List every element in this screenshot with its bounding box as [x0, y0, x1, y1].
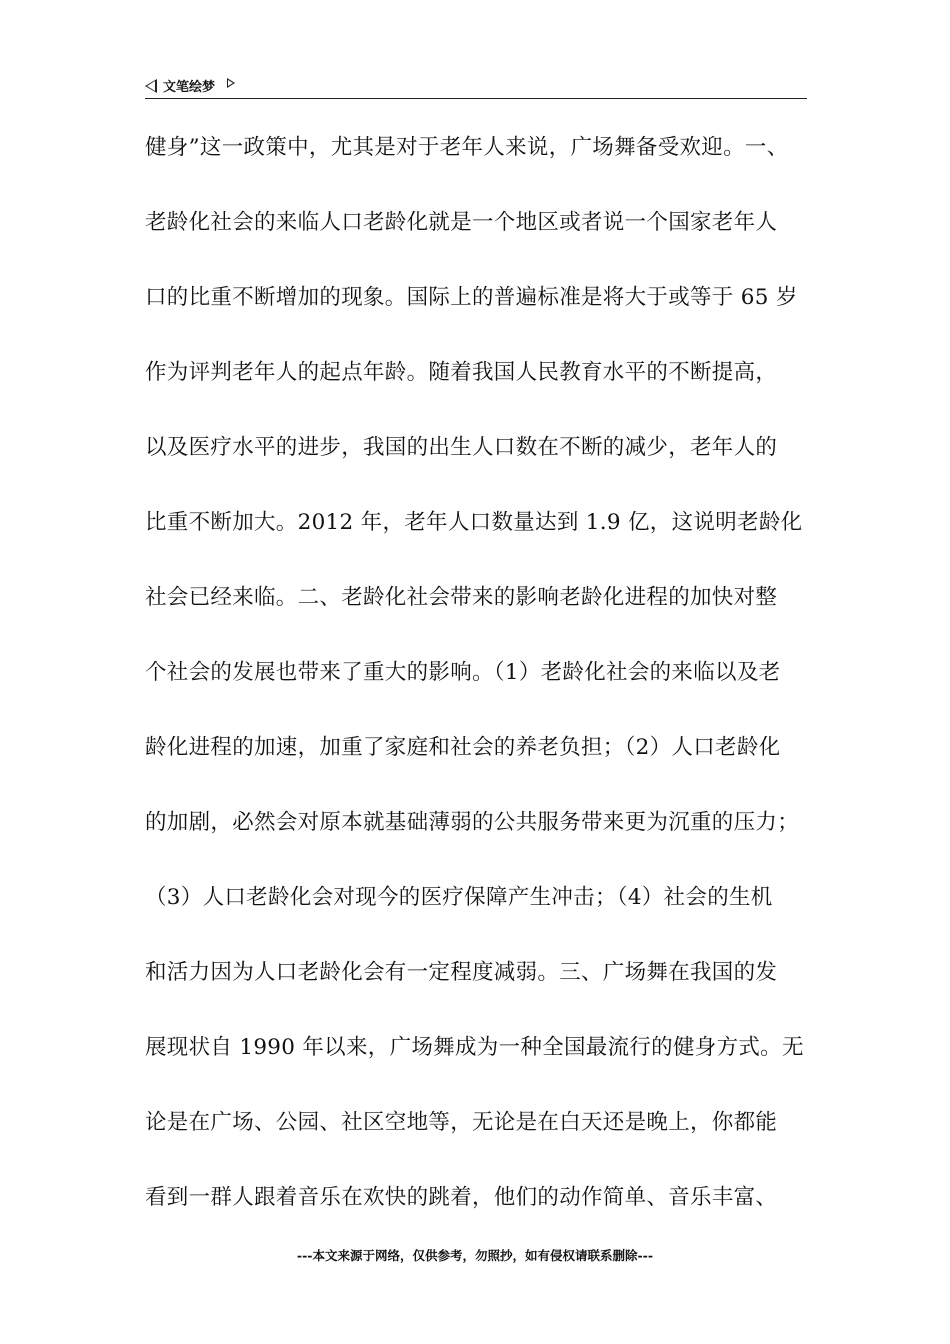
body-line: 龄化进程的加速，加重了家庭和社会的养老负担；（2）人口老龄化	[145, 735, 781, 760]
body-line: 作为评判老年人的起点年龄。随着我国人民教育水平的不断提高，	[145, 360, 778, 385]
header-brand	[145, 76, 235, 95]
body-line: 和活力因为人口老龄化会有一定程度减弱。三、广场舞在我国的发	[145, 960, 778, 985]
footer-notice: ---本文来源于网络，仅供参考，勿照抄，如有侵权请联系删除---	[296, 1248, 654, 1263]
body-line: 以及医疗水平的进步，我国的出生人口数在不断的减少，老年人的	[145, 435, 778, 460]
body-line: 社会已经来临。二、老龄化社会带来的影响老龄化进程的加快对整	[145, 585, 778, 610]
body-line: 口的比重不断增加的现象。国际上的普遍标准是将大于或等于 65 岁	[145, 285, 798, 310]
triangle-right-icon	[227, 78, 235, 88]
body-line: 的加剧，必然会对原本就基础薄弱的公共服务带来更为沉重的压力；	[145, 810, 800, 835]
document-body	[145, 128, 835, 1253]
body-line: 个社会的发展也带来了重大的影响。（1）老龄化社会的来临以及老	[145, 660, 781, 685]
body-line: 老龄化社会的来临人口老龄化就是一个地区或者说一个国家老年人	[145, 210, 778, 235]
body-line: 健身”这一政策中，尤其是对于老年人来说，广场舞备受欢迎。一、	[145, 135, 789, 160]
body-line: 论是在广场、公园、社区空地等，无论是在白天还是晚上，你都能	[145, 1110, 778, 1135]
body-line: （3）人口老龄化会对现今的医疗保障产生冲击；（4）社会的生机	[145, 885, 773, 910]
body-line: 看到一群人跟着音乐在欢快的跳着，他们的动作简单、音乐丰富、	[145, 1185, 778, 1210]
body-line: 展现状自 1990 年以来，广场舞成为一种全国最流行的健身方式。无	[145, 1035, 804, 1060]
header-title: 文笔绘梦	[163, 80, 216, 95]
body-line: 比重不断加大。2012 年，老年人口数量达到 1.9 亿，这说明老龄化	[145, 510, 803, 535]
page-header	[145, 74, 807, 99]
triangle-left-icon	[145, 79, 157, 93]
